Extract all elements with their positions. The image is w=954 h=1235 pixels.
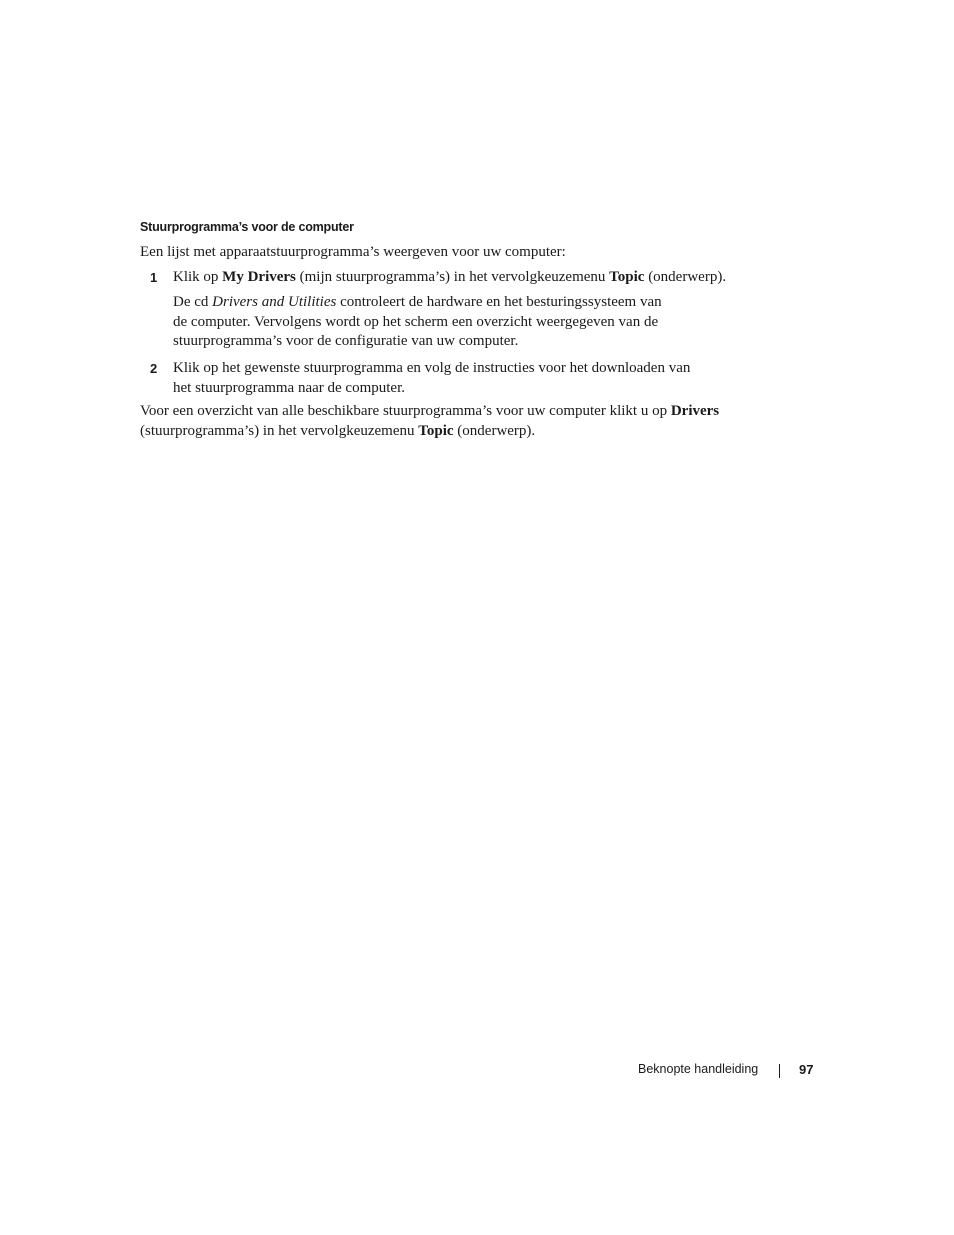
- drivers-and-utilities-label: Drivers and Utilities: [212, 294, 337, 310]
- step-number-1: 1: [150, 270, 158, 285]
- step-2-line-1: Klik op het gewenste stuurprogramma en volg de instructies voor het downloaden van: [173, 360, 691, 376]
- closing-c: (stuurprogramma’s) in het vervolgkeuzemenu: [140, 422, 419, 439]
- closing-line-2: [140, 422, 719, 442]
- footer-divider: [779, 1064, 780, 1078]
- step-1-text-a: Klik op: [173, 269, 223, 285]
- topic-label-2: Topic: [418, 422, 454, 439]
- step-1-note-line-2: de computer. Vervolgens wordt op het scherm een overzicht weergegeven van de: [173, 313, 659, 330]
- drivers-label: Drivers: [670, 403, 720, 419]
- intro-paragraph: Een lijst met apparaatstuurprogramma’s weergeven voor uw computer:: [140, 244, 566, 260]
- closing-paragraph: [140, 402, 719, 441]
- step-1-text: [173, 268, 726, 288]
- note-a: De cd: [173, 294, 213, 310]
- step-2-text: [173, 359, 690, 398]
- step-1-text-e: (onderwerp).: [644, 269, 727, 285]
- footer-title: Beknopte handleiding: [638, 1062, 759, 1076]
- step-number-2: 2: [150, 361, 158, 376]
- closing-e: (onderwerp).: [453, 422, 536, 439]
- step-1-note-line-1: [173, 293, 662, 313]
- closing-a: Voor een overzicht van alle beschikbare stuurprogramma’s voor uw computer klikt u op: [140, 403, 671, 419]
- note-c: controleert de hardware en het besturingssysteem van: [336, 294, 662, 310]
- step-1-text-c: (mijn stuurprogramma’s) in het vervolgkeuzemenu: [295, 269, 610, 285]
- closing-line-1: [140, 402, 719, 422]
- topic-label: Topic: [609, 269, 645, 285]
- page-number: 97: [799, 1062, 814, 1077]
- step-1-note: [173, 293, 662, 352]
- step-1-note-line-3: stuurprogramma’s voor de configuratie van uw computer.: [173, 333, 519, 349]
- step-2-line-2: het stuurprogramma naar de computer.: [173, 379, 406, 396]
- section-heading: Stuurprogramma’s voor de computer: [140, 220, 354, 234]
- my-drivers-label: My Drivers: [222, 269, 296, 285]
